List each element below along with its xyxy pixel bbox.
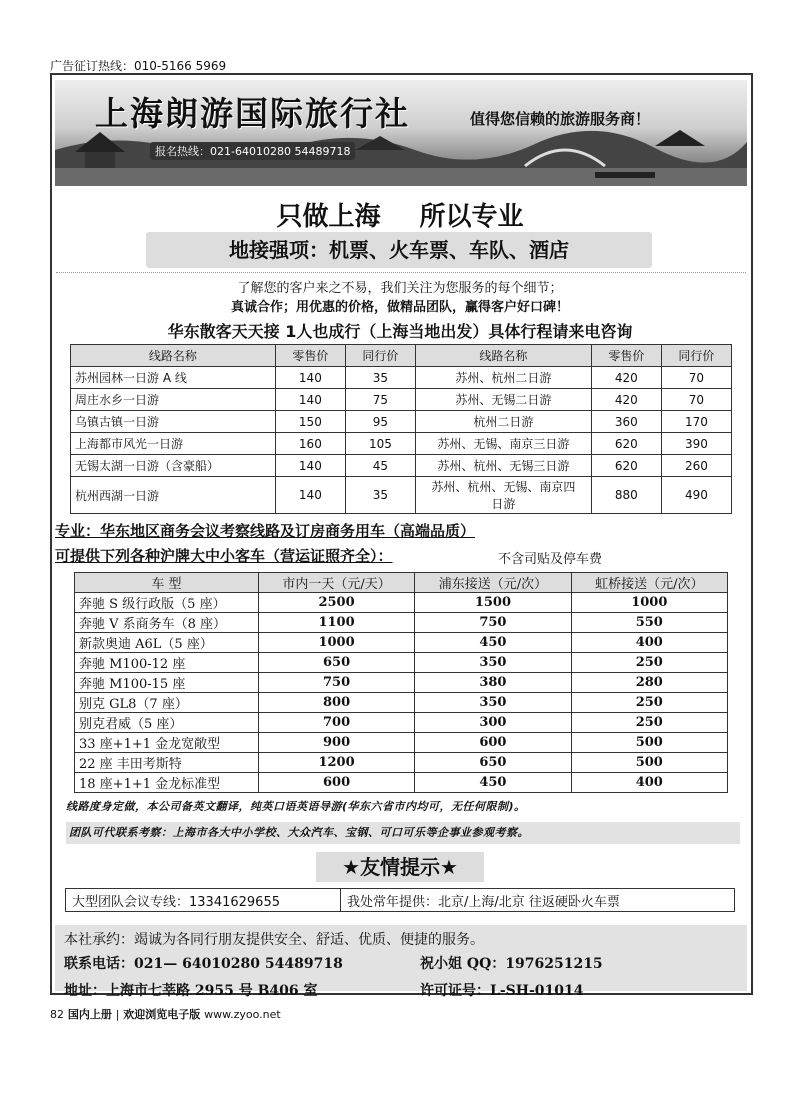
col-header: 零售价 (275, 345, 345, 367)
hongqiao-price: 500 (571, 733, 727, 753)
pudong-price: 450 (415, 633, 571, 653)
table-row (66, 889, 735, 912)
city-day-price: 1100 (258, 613, 414, 633)
hongqiao-price: 280 (571, 673, 727, 693)
vehicles-title: 可提供下列各种沪牌大中小客车（营运证照齐全）： (55, 547, 393, 565)
col-header: 同行价 (345, 345, 415, 367)
vehicles-note: 不含司贴及停车费 (498, 552, 603, 567)
table-row (75, 733, 728, 753)
table-header-row (71, 345, 732, 367)
table-row (75, 593, 728, 613)
trade-price: 70 (661, 367, 731, 389)
professional-services: 专业：华东地区商务会议考察线路及订房商务用车（高端品质） (55, 522, 476, 540)
tips-table (65, 888, 735, 912)
vehicle-type: 奔驰 M100-15 座 (75, 673, 259, 693)
col-header: 线路名称 (415, 345, 591, 367)
agency-slogan: 值得您信赖的旅游服务商！ (470, 110, 651, 128)
trade-price: 170 (661, 411, 731, 433)
col-header: 零售价 (591, 345, 661, 367)
pudong-price: 300 (415, 713, 571, 733)
city-day-price: 800 (258, 693, 414, 713)
website-link[interactable]: www.zyoo.net (204, 1008, 281, 1021)
hongqiao-price: 400 (571, 633, 727, 653)
page-footer (50, 1006, 281, 1022)
license-number: 许可证号：L-SH-01014 (420, 983, 584, 999)
pudong-price: 380 (415, 673, 571, 693)
routes-title: 华东散客天天接 1人也成行（上海当地出发）具体行程请来电咨询 (167, 322, 633, 341)
table-row (75, 633, 728, 653)
table-row (71, 411, 732, 433)
booking-phone: 报名热线：021-64010280 54489718 (150, 142, 355, 160)
strengths-banner: 地接强项：机票、火车票、车队、酒店 (146, 232, 652, 268)
retail-price: 160 (275, 433, 345, 455)
routes-table (70, 344, 732, 514)
hongqiao-price: 500 (571, 753, 727, 773)
hongqiao-price: 250 (571, 693, 727, 713)
hongqiao-price: 400 (571, 773, 727, 793)
route-name: 苏州、杭州、无锡、南京四日游 (415, 477, 591, 514)
city-day-price: 1200 (258, 753, 414, 773)
retail-price: 150 (275, 411, 345, 433)
promise-line: 本社承约：竭诚为各同行朋友提供安全、舒适、优质、便捷的服务。 (64, 932, 484, 948)
retail-price: 880 (591, 477, 661, 514)
route-name: 无锡太湖一日游（含豪船） (71, 455, 276, 477)
vehicle-type: 奔驰 S 级行政版（5 座） (75, 593, 259, 613)
route-name: 苏州、杭州、无锡三日游 (415, 455, 591, 477)
train-ticket-service: 我处常年提供：北京/上海/北京 往返硬卧火车票 (341, 889, 735, 912)
trade-price: 490 (661, 477, 731, 514)
hongqiao-price: 550 (571, 613, 727, 633)
agency-banner (55, 80, 747, 186)
friendly-tips-heading: ★友情提示★ (316, 852, 484, 882)
retail-price: 360 (591, 411, 661, 433)
retail-price: 140 (275, 455, 345, 477)
table-row (71, 367, 732, 389)
headline: 只做上海 所以专业 (276, 202, 524, 232)
hongqiao-price: 250 (571, 653, 727, 673)
table-row (71, 477, 732, 514)
table-row (75, 693, 728, 713)
city-day-price: 750 (258, 673, 414, 693)
pudong-price: 750 (415, 613, 571, 633)
trade-price: 35 (345, 477, 415, 514)
retail-price: 620 (591, 455, 661, 477)
vehicle-type: 22 座 丰田考斯特 (75, 753, 259, 773)
section-name: 国内上册 (67, 1008, 112, 1021)
route-name: 周庄水乡一日游 (71, 389, 276, 411)
trade-price: 35 (345, 367, 415, 389)
divider (56, 272, 746, 273)
col-header: 虹桥接送（元/次） (571, 573, 727, 593)
footer-welcome: 欢迎浏览电子版 (123, 1008, 201, 1021)
route-name: 杭州西湖一日游 (71, 477, 276, 514)
col-header: 市内一天（元/天） (258, 573, 414, 593)
city-day-price: 2500 (258, 593, 414, 613)
route-name: 苏州、无锡、南京三日游 (415, 433, 591, 455)
address: 地址：上海市七莘路 2955 号 B406 室 (64, 983, 318, 999)
pudong-price: 350 (415, 693, 571, 713)
pudong-price: 350 (415, 653, 571, 673)
vehicle-type: 别克 GL8（7 座） (75, 693, 259, 713)
table-row (75, 773, 728, 793)
city-day-price: 600 (258, 773, 414, 793)
inspection-note: 团队可代联系考察：上海市各大中小学校、大众汽车、宝钢、可口可乐等企事业参观考察。 (66, 822, 740, 844)
retail-price: 140 (275, 477, 345, 514)
retail-price: 620 (591, 433, 661, 455)
footer-divider: | (115, 1008, 120, 1021)
custom-route-note: 线路度身定做，本公司备英文翻译，纯英口语英语导游(华东六省市内均可，无任何限制)。 (66, 800, 526, 813)
intro-line-1: 了解您的客户来之不易，我们关注为您服务的每个细节； (237, 281, 563, 296)
vehicle-type: 18 座+1+1 金龙标准型 (75, 773, 259, 793)
trade-price: 95 (345, 411, 415, 433)
vehicle-type: 别克君威（5 座） (75, 713, 259, 733)
page-number: 82 (50, 1008, 64, 1021)
conference-hotline: 大型团队会议专线：13341629655 (66, 889, 341, 912)
vehicle-type: 33 座+1+1 金龙宽敞型 (75, 733, 259, 753)
table-row (75, 613, 728, 633)
vehicle-type: 奔驰 M100-12 座 (75, 653, 259, 673)
vehicles-table (74, 572, 728, 793)
col-header: 线路名称 (71, 345, 276, 367)
vehicle-type: 奔驰 V 系商务车（8 座） (75, 613, 259, 633)
route-name: 杭州二日游 (415, 411, 591, 433)
pudong-price: 600 (415, 733, 571, 753)
pudong-price: 1500 (415, 593, 571, 613)
pudong-price: 450 (415, 773, 571, 793)
trade-price: 45 (345, 455, 415, 477)
route-name: 乌镇古镇一日游 (71, 411, 276, 433)
route-name: 苏州、无锡二日游 (415, 389, 591, 411)
city-day-price: 700 (258, 713, 414, 733)
table-row (71, 389, 732, 411)
agency-name: 上海朗游国际旅行社 (95, 94, 410, 133)
contact-person: 祝小姐 QQ：1976251215 (420, 956, 603, 972)
ad-hotline: 广告征订热线：010-5166 5969 (50, 59, 227, 73)
col-header: 车 型 (75, 573, 259, 593)
table-row (75, 713, 728, 733)
hongqiao-price: 1000 (571, 593, 727, 613)
col-header: 浦东接送（元/次） (415, 573, 571, 593)
table-header-row (75, 573, 728, 593)
route-name: 苏州、杭州二日游 (415, 367, 591, 389)
trade-price: 260 (661, 455, 731, 477)
table-row (75, 673, 728, 693)
hongqiao-price: 250 (571, 713, 727, 733)
city-day-price: 900 (258, 733, 414, 753)
route-name: 苏州园林一日游 A 线 (71, 367, 276, 389)
contact-phone: 联系电话：021— 64010280 54489718 (64, 956, 343, 972)
city-day-price: 1000 (258, 633, 414, 653)
city-day-price: 650 (258, 653, 414, 673)
vehicle-type: 新款奥迪 A6L（5 座） (75, 633, 259, 653)
table-row (71, 455, 732, 477)
col-header: 同行价 (661, 345, 731, 367)
trade-price: 70 (661, 389, 731, 411)
table-row (71, 433, 732, 455)
intro-line-2: 真诚合作；用优惠的价格，做精品团队，赢得客户好口碑！ (230, 300, 569, 315)
table-row (75, 753, 728, 773)
route-name: 上海都市风光一日游 (71, 433, 276, 455)
trade-price: 75 (345, 389, 415, 411)
retail-price: 420 (591, 389, 661, 411)
pudong-price: 650 (415, 753, 571, 773)
trade-price: 105 (345, 433, 415, 455)
trade-price: 390 (661, 433, 731, 455)
retail-price: 420 (591, 367, 661, 389)
table-row (75, 653, 728, 673)
retail-price: 140 (275, 389, 345, 411)
retail-price: 140 (275, 367, 345, 389)
